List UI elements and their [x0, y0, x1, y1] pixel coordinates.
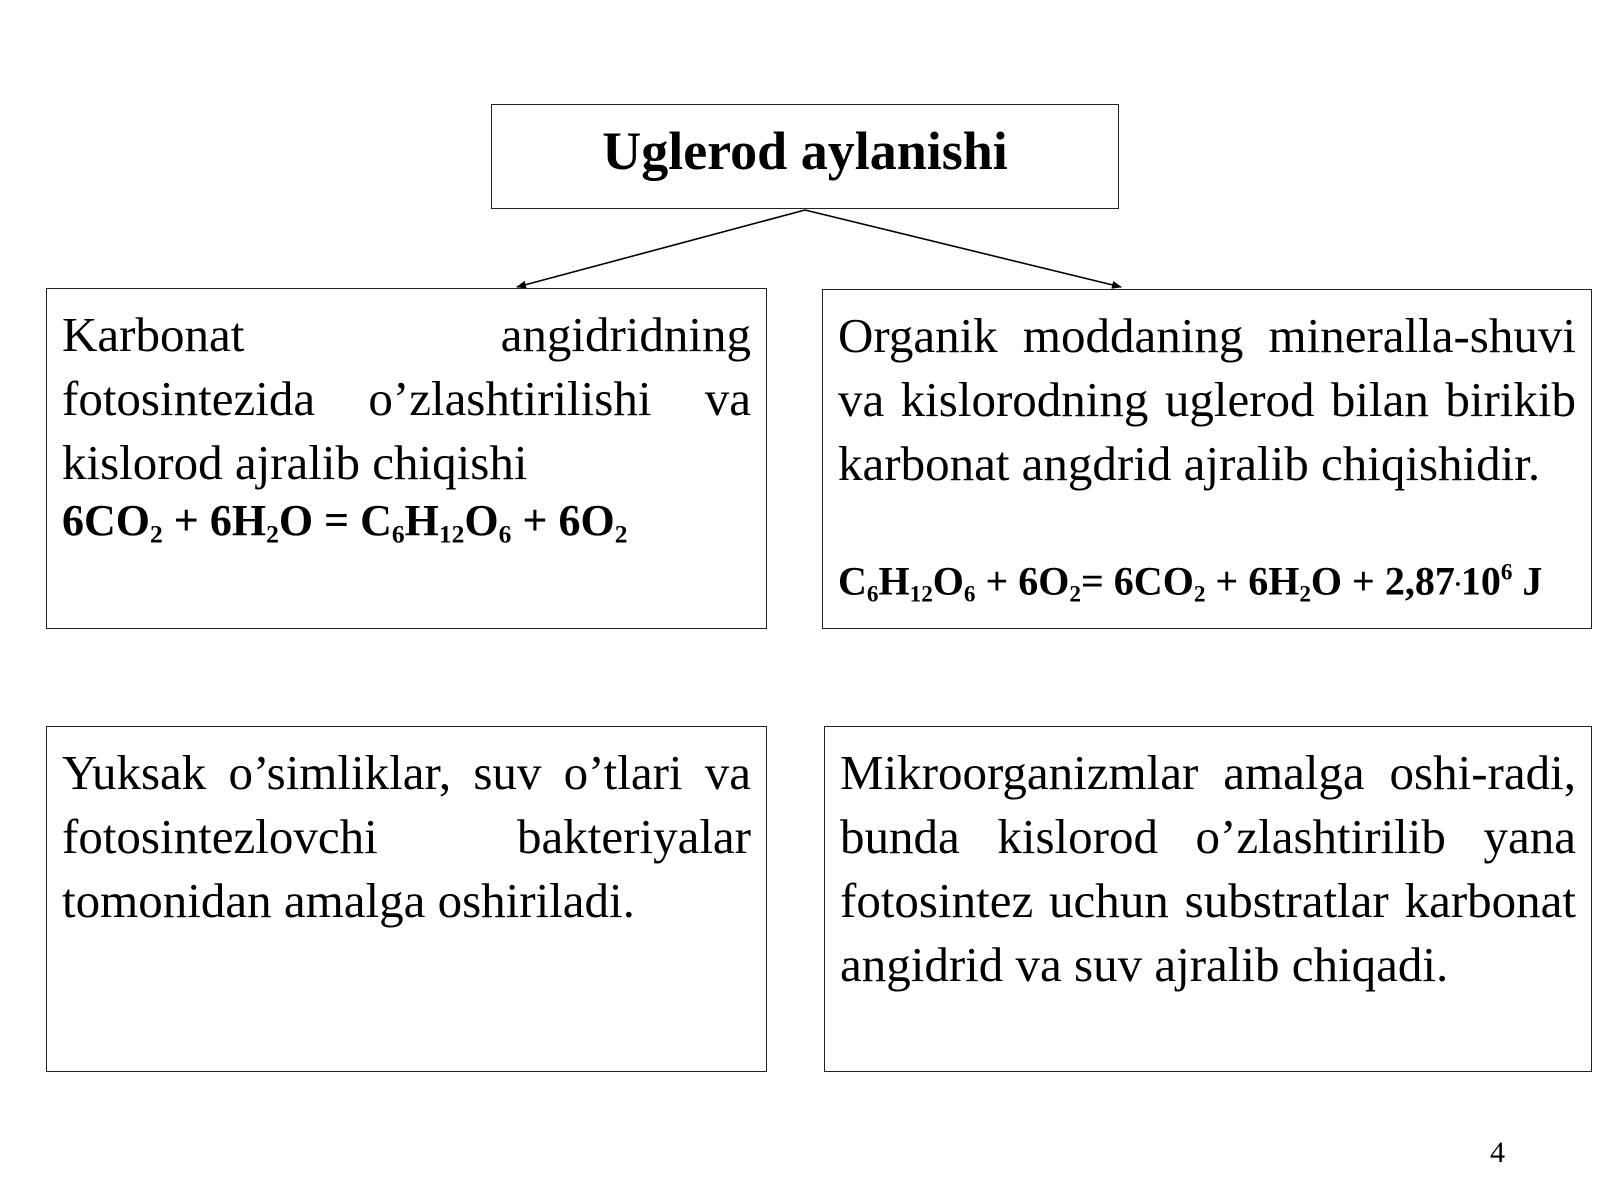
- equation-term: O: [932, 558, 964, 604]
- mineralization-equation: [838, 552, 1542, 608]
- mineralization-box: [822, 289, 1592, 629]
- subscript: 6: [498, 519, 512, 549]
- superscript: 6: [1500, 559, 1513, 586]
- plants-box: [46, 726, 767, 1072]
- plants-text: Yuksak o’simliklar, suv o’tlari va fotosintezlovchi bakteriyalar tomonidan amalga oshiriladi.: [62, 745, 751, 928]
- subscript: 12: [438, 519, 465, 549]
- equation-term: + 6O: [511, 496, 615, 545]
- photosynthesis-box: [46, 288, 767, 629]
- page-number: 4: [1490, 1136, 1505, 1169]
- subscript: 2: [1069, 581, 1082, 608]
- subscript: 6: [391, 519, 405, 549]
- title-box: [491, 104, 1119, 209]
- subscript: 2: [266, 519, 279, 549]
- arrow-to-right-box: [805, 210, 1121, 287]
- subscript: 6: [866, 581, 879, 608]
- equation-term: H: [404, 496, 439, 545]
- equation-term: = 6CO: [1081, 558, 1194, 604]
- mineralization-text: Organik moddaning mineralla-shuvi va kislorodning uglerod bilan birikib karbonat angdrid ajralib chiqishidir.: [838, 308, 1576, 491]
- equation-term: O = C: [278, 496, 392, 545]
- subscript: 6: [963, 581, 976, 608]
- equation-term: + 6H: [162, 496, 267, 545]
- photosynthesis-equation: [62, 489, 627, 553]
- subscript: 2: [1193, 581, 1206, 608]
- photosynthesis-text: Karbonat angidridning fotosintezida o’zlashtirilishi va kislorod ajralib chiqishi: [62, 307, 751, 490]
- diagram-title: Uglerod aylanishi: [602, 121, 1008, 181]
- equation-term: O: [464, 496, 499, 545]
- equation-term: C: [838, 558, 867, 604]
- equation-term: 6CO: [62, 496, 150, 545]
- equation-term: J: [1512, 558, 1543, 604]
- subscript: 2: [1299, 581, 1311, 608]
- equation-term: + 6O: [975, 558, 1070, 604]
- equation-term: O + 2,87: [1310, 558, 1455, 604]
- equation-term: + 6H: [1205, 558, 1300, 604]
- subscript: 2: [150, 519, 163, 549]
- subscript: 2: [614, 519, 628, 549]
- subscript: 12: [909, 581, 933, 608]
- microorganisms-box: [824, 726, 1592, 1072]
- multiplication-dot: .: [1454, 566, 1461, 592]
- equation-term: 10: [1460, 558, 1501, 604]
- arrow-to-left-box: [517, 210, 805, 287]
- microorganisms-text: Mikroorganizmlar amalga oshi-radi, bunda kislorod o’zlashtirilib yana fotosintez uchun substratlar karbonat angidrid va suv ajralib chiqadi.: [840, 745, 1576, 992]
- equation-term: H: [878, 558, 910, 604]
